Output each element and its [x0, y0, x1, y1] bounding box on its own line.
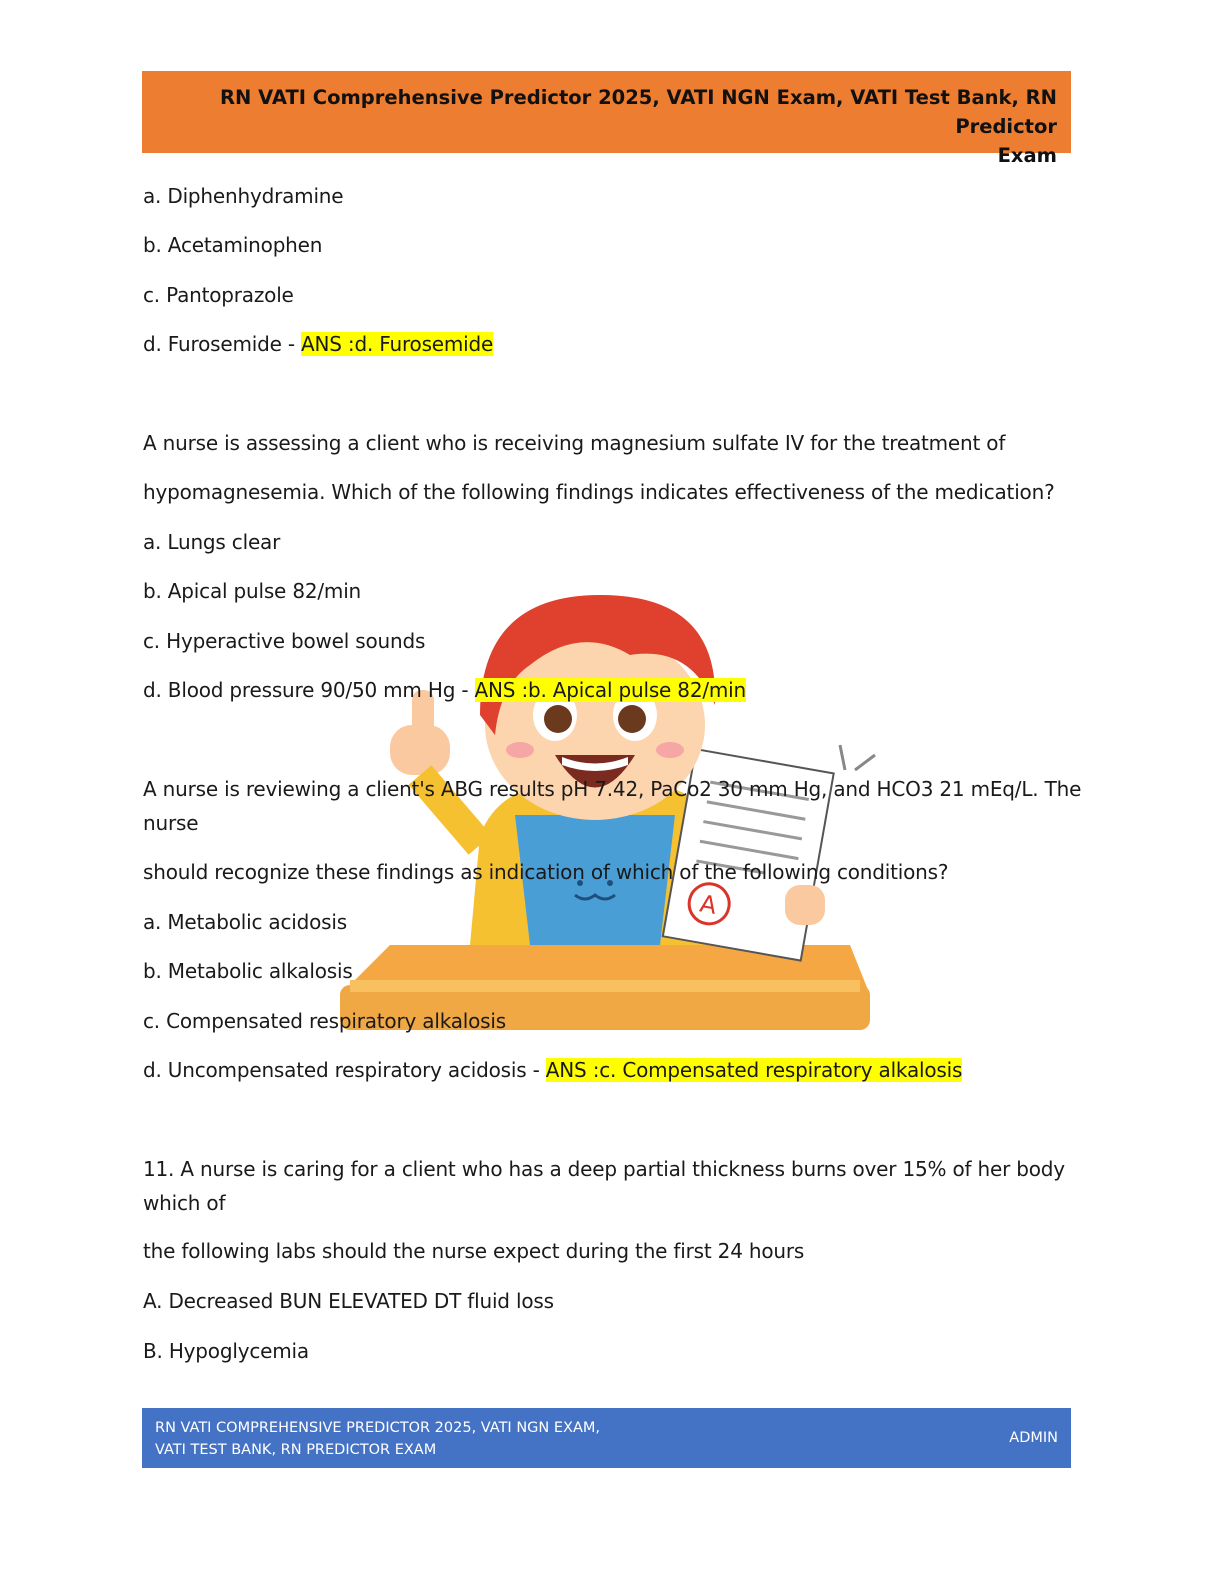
footer-left-line1: RN VATI COMPREHENSIVE PREDICTOR 2025, VATI NGN EXAM, [155, 1420, 600, 1436]
q3-answer-highlight: ANS :c. Compensated respiratory alkalosis [545, 1058, 963, 1082]
q2-answer-highlight: ANS :b. Apical pulse 82/min [474, 678, 747, 702]
q2-option-b: b. Apical pulse 82/min [143, 579, 362, 603]
q4-stem-line2: which of [143, 1191, 226, 1215]
q1-option-c: c. Pantoprazole [143, 283, 294, 307]
q2-option-a: a. Lungs clear [143, 530, 281, 554]
q2-option-d [143, 673, 746, 707]
q2-option-d-text: d. Blood pressure 90/50 mm Hg - [143, 678, 475, 702]
q3-option-b: b. Metabolic alkalosis [143, 959, 353, 983]
svg-text:A: A [697, 889, 719, 920]
q3-stem-line1: A nurse is reviewing a client's ABG results pH 7.42, PaCo2 30 mm Hg, and HCO3 21 mEq/L. The [143, 777, 1082, 801]
page-footer [142, 1408, 1071, 1468]
q2-option-c: c. Hyperactive bowel sounds [143, 629, 426, 653]
q3-option-c: c. Compensated respiratory alkalosis [143, 1009, 506, 1033]
q4-option-b: B. Hypoglycemia [143, 1339, 309, 1363]
q2-stem-line1: A nurse is assessing a client who is receiving magnesium sulfate IV for the treatment of [143, 431, 1006, 455]
q1-option-d [143, 327, 493, 361]
q3-option-d [143, 1053, 962, 1087]
q1-option-a: a. Diphenhydramine [143, 184, 344, 208]
header-title-line2: Exam [997, 144, 1057, 167]
q1-answer-highlight: ANS :d. Furosemide [301, 332, 494, 356]
header-title-line1: RN VATI Comprehensive Predictor 2025, VATI NGN Exam, VATI Test Bank, RN Predictor [219, 86, 1057, 138]
q3-option-a: a. Metabolic acidosis [143, 910, 347, 934]
footer-left-line2: VATI TEST BANK, RN PREDICTOR EXAM [155, 1442, 437, 1458]
q3-stem-line3: should recognize these findings as indication of which of the following conditions? [143, 860, 949, 884]
q4-stem-line3: the following labs should the nurse expect during the first 24 hours [143, 1239, 805, 1263]
footer-left [155, 1417, 600, 1461]
footer-author: ADMIN [1009, 1430, 1058, 1446]
q1-option-b: b. Acetaminophen [143, 233, 323, 257]
q4-option-a: A. Decreased BUN ELEVATED DT fluid loss [143, 1289, 554, 1313]
q2-stem-line2: hypomagnesemia. Which of the following findings indicates effectiveness of the medication? [143, 480, 1055, 504]
page-header [142, 71, 1071, 167]
q3-option-d-text: d. Uncompensated respiratory acidosis - [143, 1058, 546, 1082]
q3-stem-line2: nurse [143, 811, 199, 835]
q4-stem-line1: 11. A nurse is caring for a client who has a deep partial thickness burns over 15% of her body [143, 1157, 1065, 1181]
q1-option-d-text: d. Furosemide - [143, 332, 302, 356]
